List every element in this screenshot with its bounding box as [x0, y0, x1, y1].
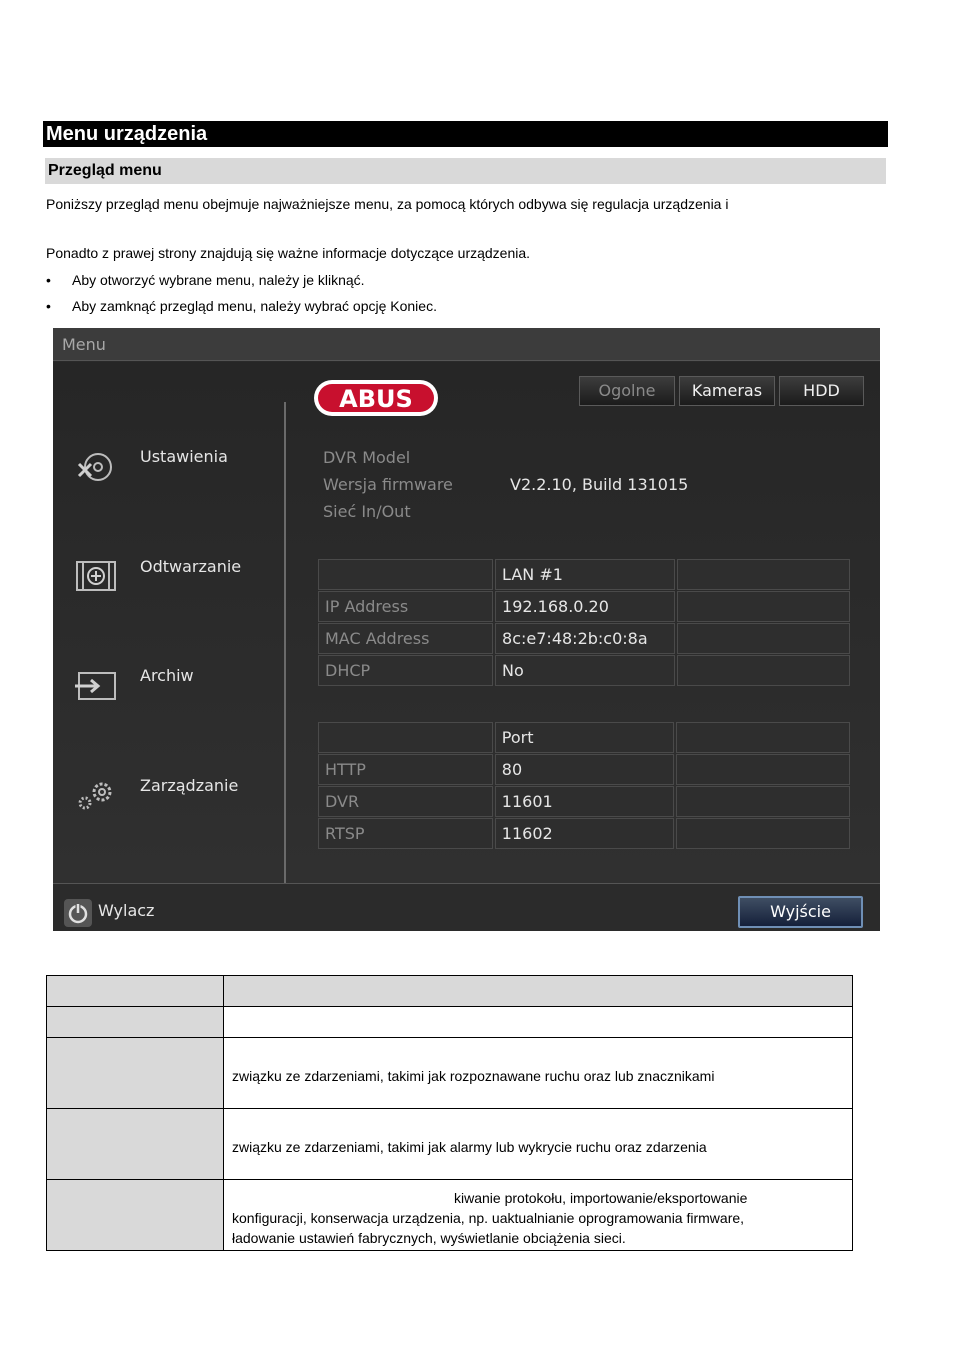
table-cell	[676, 818, 850, 849]
power-off-label[interactable]: Wylacz	[98, 901, 155, 920]
table-row	[47, 1109, 853, 1180]
sidebar-item-ustawienia[interactable]	[73, 446, 278, 486]
management-gears-icon	[73, 775, 119, 815]
table-row	[318, 818, 850, 849]
table-cell: 8c:e7:48:2b:c0:8a	[495, 623, 675, 654]
table-cell: No	[495, 655, 675, 686]
table-cell: 11602	[495, 818, 674, 849]
table-cell	[224, 1180, 853, 1251]
network-table	[316, 558, 852, 687]
info-label: Wersja firmware	[323, 475, 453, 494]
table-row	[318, 591, 850, 622]
table-cell	[47, 1109, 224, 1180]
table-cell: MAC Address	[318, 623, 493, 654]
port-table	[316, 721, 852, 850]
table-cell	[47, 1180, 224, 1251]
intro-paragraph: Poniższy przegląd menu obejmuje najważniejsze menu, za pomocą których odbywa się regulacja urządzenia i	[46, 196, 729, 212]
table-cell	[677, 623, 850, 654]
table-cell: HTTP	[318, 754, 493, 785]
table-cell: Port	[495, 722, 674, 753]
abus-logo	[312, 378, 440, 418]
sidebar-divider	[284, 402, 286, 914]
table-cell: DVR	[318, 786, 493, 817]
sidebar-item-zarzadzanie[interactable]	[73, 775, 278, 815]
table-cell: 80	[495, 754, 674, 785]
info-label: DVR Model	[323, 448, 411, 467]
table-cell	[224, 1007, 853, 1038]
menu-description-table	[46, 975, 853, 1251]
table-cell	[224, 976, 853, 1007]
table-cell: 11601	[495, 786, 674, 817]
tab-kameras[interactable]: Kameras	[679, 376, 775, 406]
table-row	[318, 786, 850, 817]
table-cell	[677, 591, 850, 622]
dvr-footer	[53, 883, 880, 931]
firmware-version: V2.2.10, Build 131015	[510, 475, 689, 494]
table-row	[318, 754, 850, 785]
bullet-text: Aby otworzyć wybrane menu, należy je kliknąć.	[72, 272, 365, 288]
table-cell: IP Address	[318, 591, 493, 622]
table-cell	[676, 754, 850, 785]
table-cell: LAN #1	[495, 559, 675, 590]
tab-hdd[interactable]: HDD	[779, 376, 864, 406]
cell-line: kiwanie protokołu, importowanie/eksportowanie	[454, 1190, 748, 1206]
table-cell	[47, 976, 224, 1007]
cell-line: związku ze zdarzeniami, takimi jak alarmy lub wykrycie ruchu oraz zdarzenia	[232, 1139, 707, 1155]
dvr-title: Menu	[53, 328, 880, 361]
archive-export-icon	[73, 665, 119, 705]
table-header-row	[47, 976, 853, 1007]
table-cell	[224, 1109, 853, 1180]
info-paragraph: Ponadto z prawej strony znajdują się ważne informacje dotyczące urządzenia.	[46, 245, 531, 261]
table-cell	[47, 1038, 224, 1109]
table-row	[47, 1007, 853, 1038]
info-label: Sieć In/Out	[323, 502, 411, 521]
table-cell: 192.168.0.20	[495, 591, 675, 622]
cell-line: konfiguracji, konserwacja urządzenia, np. uaktualnianie oprogramowania firmware,	[232, 1210, 745, 1226]
sidebar-item-label: Odtwarzanie	[140, 557, 242, 576]
section-heading: Menu urządzenia	[43, 121, 888, 147]
bullet-dot: •	[46, 272, 51, 288]
table-cell: RTSP	[318, 818, 493, 849]
table-row	[318, 655, 850, 686]
dvr-menu-window	[53, 328, 880, 931]
table-row	[318, 623, 850, 654]
table-cell	[318, 559, 493, 590]
subsection-heading: Przegląd menu	[45, 158, 886, 184]
cell-line: ładowanie ustawień fabrycznych, wyświetlanie obciążenia sieci.	[232, 1230, 626, 1246]
power-icon[interactable]	[64, 899, 92, 927]
table-row	[47, 1038, 853, 1109]
table-header-row	[318, 559, 850, 590]
cell-line	[232, 1117, 844, 1137]
table-cell: DHCP	[318, 655, 493, 686]
table-cell	[318, 722, 493, 753]
sidebar-item-archiw[interactable]	[73, 665, 278, 705]
table-cell	[47, 1007, 224, 1038]
table-header-row	[318, 722, 850, 753]
bullet-text: Aby zamknąć przegląd menu, należy wybrać opcję Koniec.	[72, 298, 437, 314]
table-cell	[677, 655, 850, 686]
table-cell	[676, 786, 850, 817]
svg-text:ABUS: ABUS	[339, 385, 413, 413]
sidebar-item-odtwarzanie[interactable]	[73, 556, 278, 596]
cell-line	[232, 1046, 844, 1066]
settings-cd-icon	[73, 446, 119, 486]
table-cell	[676, 722, 850, 753]
sidebar-item-label: Archiw	[140, 666, 194, 685]
playback-film-icon	[73, 556, 119, 596]
table-row	[47, 1180, 853, 1251]
table-cell	[677, 559, 850, 590]
table-cell	[224, 1038, 853, 1109]
exit-button[interactable]: Wyjście	[738, 896, 863, 928]
bullet-dot: •	[46, 298, 51, 314]
tab-ogolne[interactable]: Ogolne	[579, 376, 675, 406]
cell-line: związku ze zdarzeniami, takimi jak rozpoznawane ruchu oraz lub znacznikami	[232, 1068, 715, 1084]
sidebar-item-label: Zarządzanie	[140, 776, 239, 795]
sidebar-item-label: Ustawienia	[140, 447, 228, 466]
